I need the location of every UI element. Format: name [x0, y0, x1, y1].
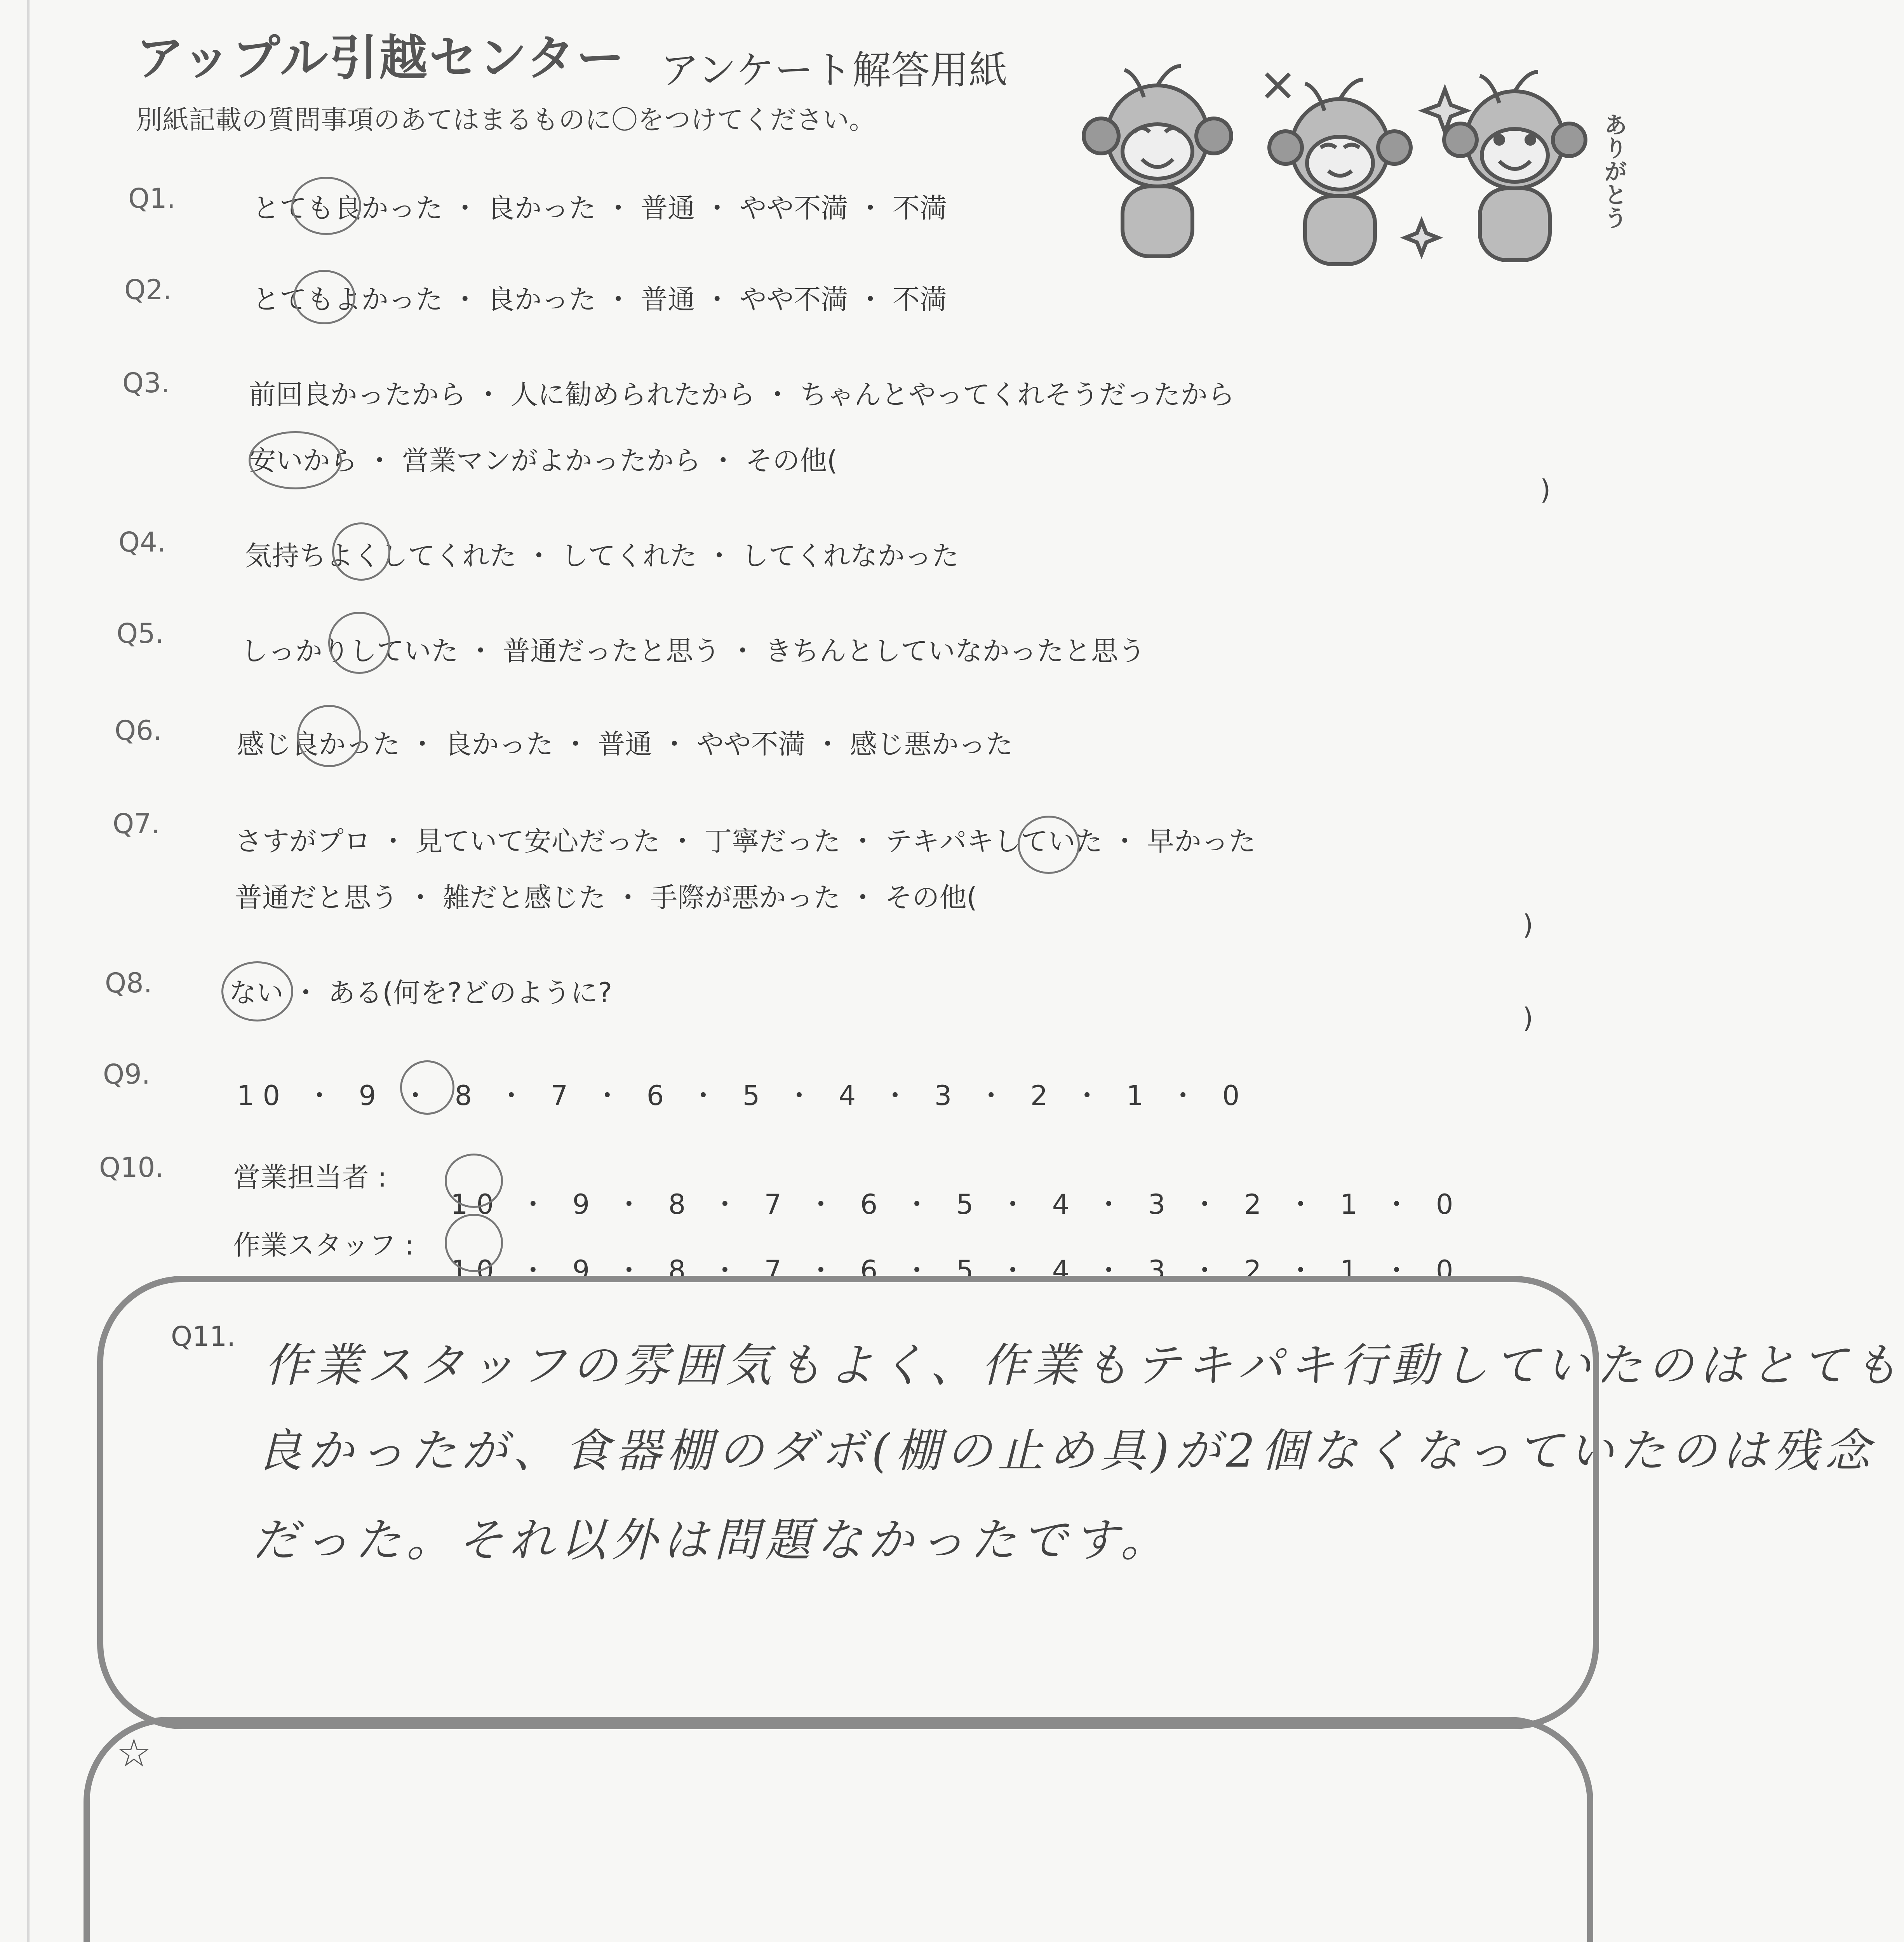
q3-close-paren: ): [1540, 474, 1551, 506]
q5-selected-circle: [328, 612, 390, 674]
star-icon: ☆: [117, 1730, 151, 1776]
q6-selected-circle: [297, 705, 361, 767]
q7-close-paren: ): [1523, 909, 1533, 941]
q3-options-line2[interactable]: 安いから ・ 営業マンがよかったから ・ その他(: [249, 445, 838, 477]
q6-number: Q6.: [115, 715, 162, 747]
q11-answer-line-2: 良かったが、食器棚のダボ(棚の止め具)が2個なくなっていたのは残念: [256, 1424, 1876, 1477]
q10-staff-label: 作業スタッフ :: [233, 1229, 414, 1261]
q7-number: Q7.: [113, 808, 160, 840]
q6-options[interactable]: 感じ良かった ・ 良かった ・ 普通 ・ やや不満 ・ 感じ悪かった: [237, 728, 1013, 760]
company-title: アップル引越センター: [136, 30, 626, 86]
q10-staff-selected-circle: [445, 1214, 503, 1272]
form-subtitle: アンケート解答用紙: [660, 47, 1008, 93]
q9-number: Q9.: [103, 1058, 150, 1090]
mascot-caption: ありがとう: [1600, 113, 1627, 229]
q11-number: Q11.: [171, 1321, 236, 1352]
monkey-mascots-illustration: [1072, 58, 1627, 276]
instruction-text: 別紙記載の質問事項のあてはまるものに〇をつけてください。: [136, 105, 876, 136]
q11-answer-line-1: 作業スタッフの雰囲気もよく、作業もテキパキ行動していたのはとても: [264, 1338, 1904, 1392]
q1-selected-circle: [291, 177, 361, 235]
q9-scale[interactable]: 10 ・ 9 ・ 8 ・ 7 ・ 6 ・ 5 ・ 4 ・ 3 ・ 2 ・ 1 ・ 0: [237, 1080, 1248, 1112]
q10-number: Q10.: [99, 1152, 164, 1183]
q8-options[interactable]: ない ・ ある(何を?どのように?: [229, 977, 613, 1009]
q3-options-line1[interactable]: 前回良かったから ・ 人に勧められたから ・ ちゃんとやってくれそうだったから: [249, 379, 1235, 411]
q4-options[interactable]: 気持ちよくしてくれた ・ してくれた ・ してくれなかった: [245, 540, 959, 572]
q4-selected-circle: [332, 522, 390, 581]
q10-sales-label: 営業担当者 :: [233, 1161, 387, 1193]
monkey-mascot-right-icon: [1444, 72, 1586, 260]
q7-options-line1[interactable]: さすがプロ ・ 見ていて安心だった ・ 丁寧だった ・ テキパキしていた ・ 早かった: [235, 825, 1256, 857]
q1-number: Q1.: [128, 183, 176, 214]
q2-number: Q2.: [124, 274, 172, 306]
q3-number: Q3.: [122, 367, 170, 399]
page-edge-line: [27, 0, 30, 1942]
q4-number: Q4.: [118, 526, 166, 558]
q9-selected-circle: [400, 1060, 454, 1115]
q10-sales-selected-circle: [445, 1154, 503, 1208]
q5-number: Q5.: [117, 618, 164, 649]
q10-sales-scale[interactable]: 10 ・ 9 ・ 8 ・ 7 ・ 6 ・ 5 ・ 4 ・ 3 ・ 2 ・ 1 ・ 0: [451, 1189, 1462, 1220]
q7-selected-circle: [1018, 816, 1080, 874]
q2-options[interactable]: とてもよかった ・ 良かった ・ 普通 ・ やや不満 ・ 不満: [252, 284, 947, 315]
q10-staff-scale[interactable]: 10 ・ 9 ・ 8 ・ 7 ・ 6 ・ 5 ・ 4 ・ 3 ・ 2 ・ 1 ・ 0: [451, 1255, 1462, 1286]
monkey-mascot-middle-icon: [1266, 74, 1411, 264]
q7-options-line2[interactable]: 普通だと思う ・ 雑だと感じた ・ 手際が悪かった ・ その他(: [235, 882, 977, 914]
q8-close-paren: ): [1523, 1002, 1533, 1034]
q1-options[interactable]: とても良かった ・ 良かった ・ 普通 ・ やや不満 ・ 不満: [252, 192, 947, 224]
q8-selected-circle: [221, 961, 293, 1021]
q11-answer-line-3: だった。それ以外は問題なかったです。: [252, 1513, 1172, 1567]
extra-comment-box[interactable]: [84, 1717, 1593, 1942]
q3-selected-circle: [249, 431, 342, 489]
monkey-mascot-left-icon: [1084, 66, 1231, 256]
q8-number: Q8.: [105, 967, 152, 999]
q2-selected-circle: [293, 270, 355, 324]
q5-options[interactable]: しっかりしていた ・ 普通だったと思う ・ きちんとしていなかったと思う: [241, 635, 1146, 667]
